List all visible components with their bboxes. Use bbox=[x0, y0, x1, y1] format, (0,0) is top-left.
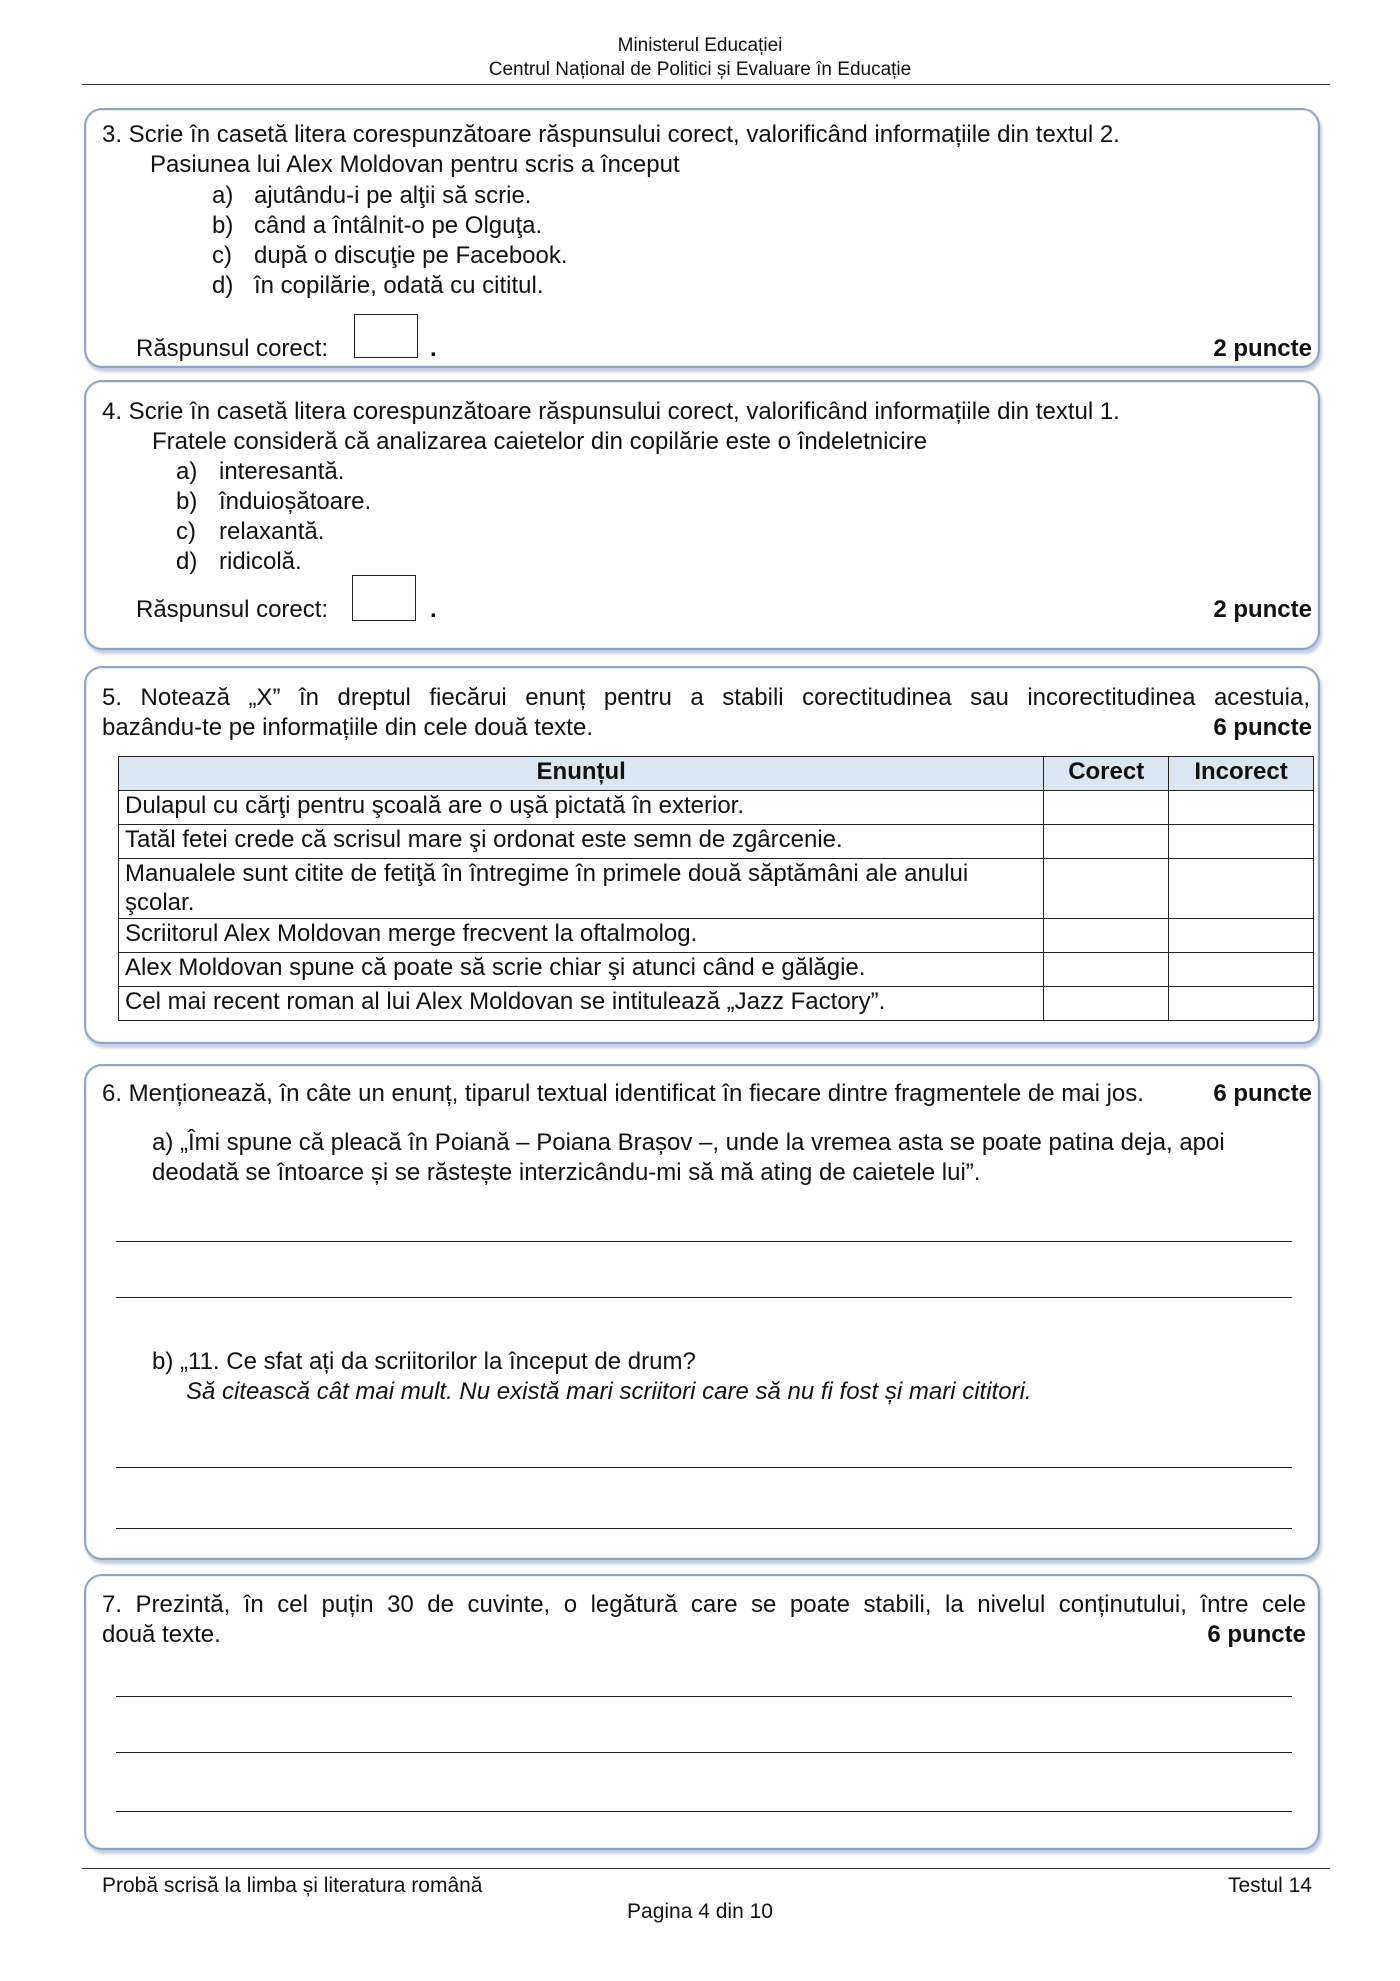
question-3-option-d-letter: d) bbox=[212, 272, 234, 299]
question-7-prompt-line2: două texte. bbox=[102, 1621, 221, 1648]
correct-cell[interactable] bbox=[1044, 919, 1169, 953]
statement-cell: Cel mai recent roman al lui Alex Moldovan se intitulează „Jazz Factory”. bbox=[119, 987, 1044, 1021]
question-6-prompt: 6. Menționează, în câte un enunț, tiparul textual identificat în fiecare dintre fragmentele de mai jos. bbox=[102, 1080, 1144, 1107]
incorrect-cell[interactable] bbox=[1169, 953, 1314, 987]
incorrect-cell[interactable] bbox=[1169, 859, 1314, 919]
statement-cell: Alex Moldovan spune că poate să scrie chiar şi atunci când e gălăgie. bbox=[119, 953, 1044, 987]
page-number: Pagina 4 din 10 bbox=[627, 1900, 773, 1923]
question-3-option-a-letter: a) bbox=[212, 182, 234, 209]
table-row bbox=[119, 825, 1314, 859]
answer-line[interactable] bbox=[116, 1467, 1292, 1468]
question-3-stem: Pasiunea lui Alex Moldovan pentru scris a început bbox=[150, 151, 680, 178]
question-3-points: 2 puncte bbox=[1213, 335, 1312, 362]
question-4-option-c: relaxantă. bbox=[219, 518, 325, 545]
question-3-option-c: după o discuţie pe Facebook. bbox=[254, 242, 568, 269]
correct-cell[interactable] bbox=[1044, 859, 1169, 919]
question-3-dot: . bbox=[430, 335, 437, 362]
question-4-dot: . bbox=[430, 596, 437, 623]
incorrect-cell[interactable] bbox=[1169, 791, 1314, 825]
incorrect-cell[interactable] bbox=[1169, 919, 1314, 953]
answer-line[interactable] bbox=[116, 1241, 1292, 1242]
question-7-points: 6 puncte bbox=[1207, 1621, 1306, 1648]
question-6-fragment-b-line2: Să citească cât mai mult. Nu există mari scriitori care să nu fi fost și mari cititori. bbox=[186, 1378, 1032, 1405]
statement-cell: Scriitorul Alex Moldovan merge frecvent la oftalmolog. bbox=[119, 919, 1044, 953]
question-6-fragment-b-line1: b) „11. Ce sfat ați da scriitorilor la început de drum? bbox=[152, 1348, 696, 1375]
column-header-statement: Enunțul bbox=[119, 757, 1044, 791]
header-divider bbox=[82, 84, 1330, 85]
answer-line[interactable] bbox=[116, 1297, 1292, 1298]
question-6-fragment-a-line1: a) „Îmi spune că pleacă în Poiană – Poiana Brașov –, unde la vremea asta se poate patina deja, apoi bbox=[152, 1129, 1225, 1156]
table-row bbox=[119, 987, 1314, 1021]
statement-cell: Dulapul cu cărţi pentru şcoală are o uşă pictată în exterior. bbox=[119, 791, 1044, 825]
question-5-points: 6 puncte bbox=[1213, 714, 1312, 741]
question-5-prompt-line1: 5. Notează „X” în dreptul fiecărui enunț pentru a stabili corectitudinea sau incorectitudinea acestuia, bbox=[102, 684, 1310, 711]
question-6-fragment-a-line2: deodată se întoarce și se răstește interzicându-mi să mă ating de caietele lui”. bbox=[152, 1159, 981, 1186]
question-4-option-a-letter: a) bbox=[176, 458, 198, 485]
question-4-option-b: înduioșătoare. bbox=[219, 488, 372, 515]
statement-cell: Tatăl fetei crede că scrisul mare şi ordonat este semn de zgârcenie. bbox=[119, 825, 1044, 859]
question-4-option-c-letter: c) bbox=[176, 518, 196, 545]
answer-line[interactable] bbox=[116, 1811, 1292, 1812]
footer-exam-title: Probă scrisă la limba și literatura română bbox=[102, 1874, 483, 1897]
question-3-prompt: 3. Scrie în casetă litera corespunzătoare răspunsului corect, valorificând informațiile din textul 2. bbox=[102, 121, 1120, 148]
question-4-option-b-letter: b) bbox=[176, 488, 198, 515]
question-4-option-a: interesantă. bbox=[219, 458, 345, 485]
table-header-row bbox=[119, 757, 1314, 791]
correct-cell[interactable] bbox=[1044, 987, 1169, 1021]
correct-cell[interactable] bbox=[1044, 953, 1169, 987]
correct-cell[interactable] bbox=[1044, 825, 1169, 859]
question-4-option-d: ridicolă. bbox=[219, 548, 302, 575]
question-4-points: 2 puncte bbox=[1213, 596, 1312, 623]
question-3-option-b: când a întâlnit-o pe Olguţa. bbox=[254, 212, 543, 239]
statement-cell: Manualele sunt citite de fetiţă în întregime în primele două săptămâni ale anului şcolar. bbox=[119, 859, 1044, 919]
header-center: Centrul Național de Politici și Evaluare în Educație bbox=[488, 59, 912, 80]
column-header-correct: Corect bbox=[1044, 757, 1169, 791]
table-row bbox=[119, 859, 1314, 919]
incorrect-cell[interactable] bbox=[1169, 987, 1314, 1021]
question-6-points: 6 puncte bbox=[1213, 1080, 1312, 1107]
question-3-option-b-letter: b) bbox=[212, 212, 234, 239]
question-3-answer-box[interactable] bbox=[354, 314, 418, 358]
answer-line[interactable] bbox=[116, 1752, 1292, 1753]
answer-line[interactable] bbox=[116, 1528, 1292, 1529]
question-3-option-c-letter: c) bbox=[212, 242, 232, 269]
correct-cell[interactable] bbox=[1044, 791, 1169, 825]
header-ministry: Ministerul Educației bbox=[617, 35, 783, 56]
question-3-option-a: ajutându-i pe alţii să scrie. bbox=[254, 182, 532, 209]
table-row bbox=[119, 919, 1314, 953]
table-row bbox=[119, 953, 1314, 987]
question-4-stem: Fratele consideră că analizarea caietelor din copilărie este o îndeletnicire bbox=[152, 428, 928, 455]
question-4-option-d-letter: d) bbox=[176, 548, 198, 575]
footer-divider bbox=[82, 1868, 1330, 1869]
question-4-answer-box[interactable] bbox=[352, 575, 416, 621]
question-3-option-d: în copilărie, odată cu cititul. bbox=[254, 272, 544, 299]
question-7-prompt-line1: 7. Prezintă, în cel puțin 30 de cuvinte, o legătură care se poate stabili, la nivelul conținutului, între cele bbox=[102, 1591, 1306, 1618]
question-5-prompt-line2: bazându-te pe informațiile din cele două texte. bbox=[102, 714, 593, 741]
column-header-incorrect: Incorect bbox=[1169, 757, 1314, 791]
answer-line[interactable] bbox=[116, 1696, 1292, 1697]
question-4-answer-label: Răspunsul corect: bbox=[136, 596, 329, 623]
table-row bbox=[119, 791, 1314, 825]
statements-table bbox=[118, 756, 1314, 1021]
incorrect-cell[interactable] bbox=[1169, 825, 1314, 859]
question-4-prompt: 4. Scrie în casetă litera corespunzătoare răspunsului corect, valorificând informațiile din textul 1. bbox=[102, 398, 1120, 425]
footer-test-number: Testul 14 bbox=[1227, 1874, 1312, 1897]
question-3-answer-label: Răspunsul corect: bbox=[136, 335, 329, 362]
